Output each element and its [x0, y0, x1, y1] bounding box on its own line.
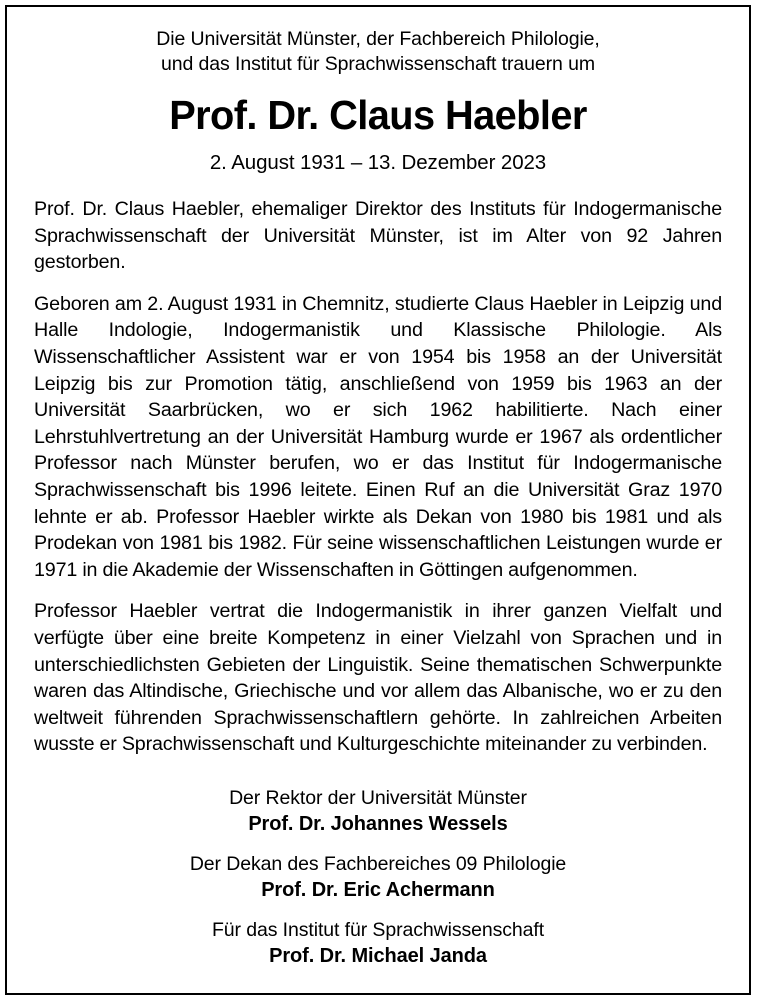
signature-group	[34, 852, 722, 903]
signature-group	[34, 918, 722, 969]
body-paragraph: Professor Haebler vertrat die Indogermanistik in ihrer ganzen Vielfalt und verfügte über eine breite Kompetenz in einer Vielzahl von Sprachen und in unterschiedlichsten Gebieten der Linguistik. Seine thematischen Schwerpunkte waren das Altindische, Griechische und vor allem das Albanische, wo er zu den weltweit führenden Sprachwissenschaftlern gehörte. In zahlreichen Arbeiten wusste er Sprachwissenschaft und Kulturgeschichte miteinander zu verbinden.	[34, 600, 722, 756]
body-paragraph: Prof. Dr. Claus Haebler, ehemaliger Direktor des Instituts für Indogermanische Sprachwissenschaft der Universität Münster, ist im Alter von 92 Jahren gestorben.	[34, 198, 722, 274]
signature-role: Der Dekan des Fachbereiches 09 Philologie	[189, 852, 567, 875]
deceased-name: Prof. Dr. Claus Haebler	[169, 92, 587, 138]
body-paragraph: Geboren am 2. August 1931 in Chemnitz, studierte Claus Haebler in Leipzig und Halle Indologie, Indogermanistik und Klassische Philologie. Als Wissenschaftlicher Assistent war er von 1954 bis 1958 an der Universität Leipzig bis zur Promotion tätig, anschließend von 1959 bis 1963 an der Universität Saarbrücken, wo er sich 1962 habilitierte. Nach einer Lehrstuhlvertretung an der Universität Hamburg wurde er 1967 als ordentlicher Professor nach Münster berufen, wo er das Institut für Indogermanische Sprachwissenschaft bis 1996 leitete. Einen Ruf an die Universität Graz 1970 lehnte er ab. Professor Haebler wirkte als Dekan von 1980 bis 1981 und als Prodekan von 1981 bis 1982. Für seine wissenschaftlichen Leistungen wurde er 1971 in die Akademie der Wissenschaften in Göttingen aufgenommen.	[34, 292, 722, 581]
signature-name: Prof. Dr. Michael Janda	[269, 944, 487, 967]
signature-name: Prof. Dr. Johannes Wessels	[248, 812, 508, 835]
signature-name: Prof. Dr. Eric Achermann	[261, 878, 495, 901]
signature-role: Der Rektor der Universität Münster	[229, 786, 527, 809]
signature-role: Für das Institut für Sprachwissenschaft	[211, 918, 545, 941]
notice-border-frame	[5, 5, 751, 995]
intro-line-2: und das Institut für Sprachwissenschaft trauern um	[161, 53, 595, 75]
life-dates: 2. August 1931 – 13. Dezember 2023	[209, 151, 547, 174]
notice-header	[34, 27, 722, 176]
signature-block	[34, 786, 722, 969]
notice-body	[34, 196, 722, 758]
signature-group	[34, 786, 722, 837]
intro-line-1: Die Universität Münster, der Fachbereich Philologie,	[156, 28, 600, 50]
